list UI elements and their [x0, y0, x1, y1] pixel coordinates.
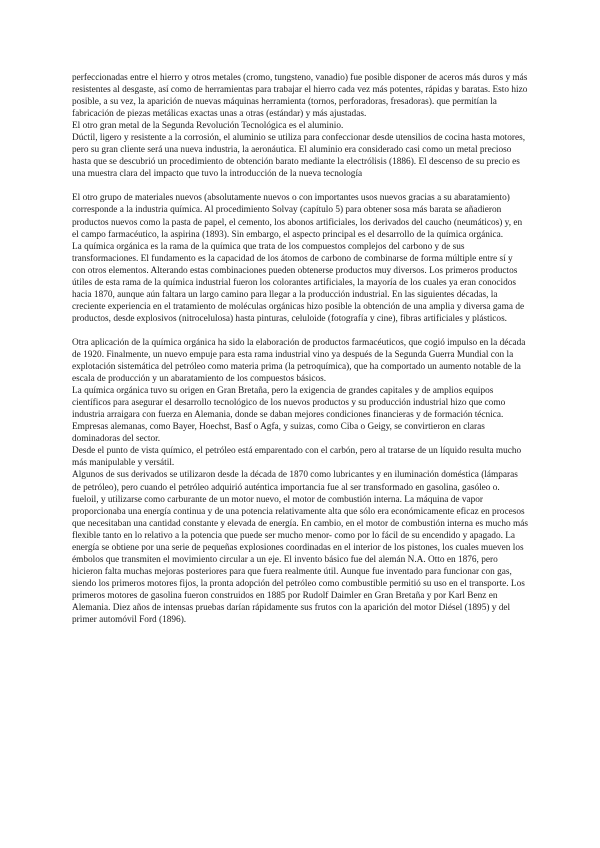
paragraph-spacer	[72, 325, 528, 337]
paragraph-spacer	[72, 180, 528, 192]
paragraph-pharmaceuticals: Otra aplicación de la química orgánica ha sido la elaboración de productos farmacéuticos, que cogió impulso en la década de 1920. Finalmente, un nuevo empuje para esta rama industrial vino ya después de la Segunda Guerra Mundial con la explotación sistemática del petróleo como materia prima (la petroquímica), que ha comportado un aumento notable de la escala de producción y un abaratamiento de los compuestos básicos.	[72, 337, 526, 385]
paragraph-petroleum: Desde el punto de vista químico, el petróleo está emparentado con el carbón, pero al tratarse de un líquido resulta mucho más manipulable y versátil.	[72, 446, 522, 469]
paragraph-steel-tools: perfeccionadas entre el hierro y otros metales (cromo, tungsteno, vanadio) fue posible disponer de aceros más duros y más resistentes al desgaste, así como de herramientas para trabajar el hierro cada vez más potentes, rápidas y baratas. Esto hizo posible, a su vez, la aparición de nuevas máquinas herramienta (tornos, perforadoras, fresadoras). que permitían la fabricación de piezas metálicas exactas unas a otras (estándar) y más ajustadas.	[72, 73, 528, 120]
paragraph-organic-chemistry: La química orgánica es la rama de la química que trata de los compuestos complejos del carbono y de sus transformaciones. El fundamento es la capacidad de los átomos de carbono de combinarse de forma múltiple entre sí y con otros elementos. Alterando estas combinaciones pueden obtenerse productos muy diversos. Los primeros productos útiles de esta rama de la química industrial fueron los colorantes artificiales, la mayoría de los cuales ya eran conocidos hacia 1870, aunque aún faltara un largo camino para llegar a la producción industrial. En las siguientes décadas, la creciente experiencia en el tratamiento de moléculas orgánicas hizo posible la obtención de una amplia y diversa gama de productos, desde explosivos (nitrocelulosa) hasta pinturas, celuloide (fotografía y cine), fibras artificiales y plásticos.	[72, 241, 525, 324]
paragraph-chemical-industry: El otro grupo de materiales nuevos (absolutamente nuevos o con importantes usos nuevos gracias a su abaratamiento) corresponde a la industria química. Al procedimiento Solvay (capítulo 5) para obtener sosa más barata se añadieron productos nuevos como la pasta de papel, el cemento, los abonos artificiales, los derivados del caucho (neumáticos) y, en el campo farmacéutico, la aspirina (1893). Sin embargo, el aspecto principal es el desarrollo de la química orgánica.	[72, 193, 523, 240]
paragraph-germany-industry: La química orgánica tuvo su origen en Gran Bretaña, pero la exigencia de grandes capitales y de amplios equipos científicos para asegurar el desarrollo tecnológico de los nuevos productos y su producción industrial hizo que como industria arraigara con fuerza en Alemania, donde se daban mejores condiciones financieras y de formación técnica. Empresas alemanas, como Bayer, Hoechst, Basf o Agfa, y suizas, como Ciba o Geigy, se convirtieron en claras dominadoras del sector.	[72, 386, 506, 445]
paragraph-aluminium: Dúctil, ligero y resistente a la corrosión, el aluminio se utiliza para confeccionar desde utensilios de cocina hasta motores, pero su gran cliente será una nueva industria, la aeronáutica. El aluminio era considerado casi como un metal precioso hasta que se descubrió un procedimiento de obtención barato mediante la electrólisis (1886). El descenso de su precio es una muestra clara del impacto que tuvo la introducción de la nueva tecnología	[72, 133, 526, 180]
paragraph-aluminium-heading: El otro gran metal de la Segunda Revolución Tecnológica es el aluminio.	[72, 121, 344, 132]
paragraph-combustion-engine: Algunos de sus derivados se utilizaron desde la década de 1870 como lubricantes y en iluminación doméstica (lámparas de petróleo), pero cuando el petróleo adquirió auténtica importancia fue al ser transformado en gasolina, gasóleo o. fueloil, y utilizarse como carburante de un motor nuevo, el motor de combustión interna. La máquina de vapor proporcionaba una energía continua y de una potencia relativamente alta que sólo era económicamente eficaz en procesos que necesitaban una cantidad constante y elevada de energía. En cambio, en el motor de combustión interna es mucho más flexible tanto en lo relativo a la potencia que puede ser mucho menor- como por lo fácil de su encendido y apagado. La energía se obtiene por una serie de pequeñas explosiones coordinadas en el interior de los pistones, los cuales mueven los émbolos que transmiten el movimiento circular a un eje. El invento básico fue del alemán N.A. Otto en 1876, pero hicieron falta muchas mejoras posteriores para que fuera realmente útil. Aunque fue inventado para funcionar con gas, siendo los primeros motores fijos, la pronta adopción del petróleo como combustible permitió su uso en el transporte. Los primeros motores de gasolina fueron construidos en 1885 por Rudolf Daimler en Gran Bretaña y por Karl Benz en Alemania. Diez años de intensas pruebas darían rápidamente sus frutos con la aparición del motor Diésel (1895) y del primer automóvil Ford (1896).	[72, 470, 528, 626]
